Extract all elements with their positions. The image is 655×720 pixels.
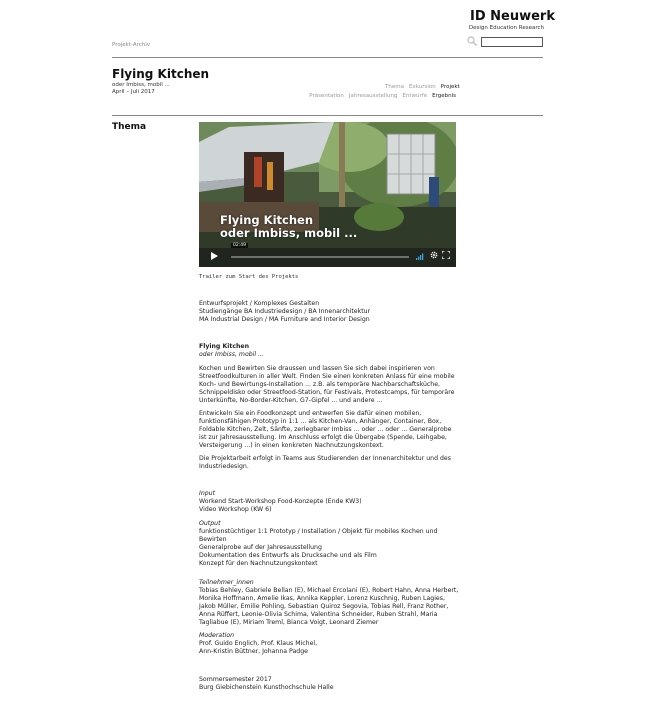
list-item: Workend Start-Workshop Food-Konzepte (Ende KW3) bbox=[199, 498, 362, 505]
project-meta bbox=[112, 82, 170, 96]
nav-item-ergebnis[interactable]: Ergebnis bbox=[432, 93, 456, 99]
video-title-line1: Flying Kitchen bbox=[220, 213, 313, 227]
moderation-line: Prof. Guido Englich, Prof. Klaus Michel, bbox=[199, 640, 318, 647]
nav-item-entwuerfe[interactable]: Entwürfe bbox=[402, 93, 428, 99]
paragraph-3: Die Projektarbeit erfolgt in Teams aus Studierenden der Innenarchitektur und des Industriedesign. bbox=[199, 455, 451, 470]
video-time: 02:49 bbox=[233, 243, 246, 248]
participants-label: Teilnehmer_innen bbox=[199, 579, 254, 586]
video-caption: Trailer zum Start des Projekts bbox=[199, 274, 299, 280]
search-icon[interactable] bbox=[467, 36, 477, 46]
list-item: funktionstüchtiger 1:1 Prototyp / Installation / Objekt für mobiles Kochen und Bewirten bbox=[199, 528, 438, 543]
video-progress-bar[interactable] bbox=[231, 256, 409, 258]
footer-info bbox=[199, 676, 459, 692]
institution: Burg Giebichenstein Kunsthochschule Halle bbox=[199, 684, 334, 691]
list-item: Dokumentation des Entwurfs als Drucksache und als Film bbox=[199, 552, 377, 559]
nav-item-jahresausstellung[interactable]: Jahresausstellung bbox=[348, 93, 398, 99]
intro-title: Flying Kitchen bbox=[199, 343, 250, 350]
gear-icon[interactable] bbox=[430, 251, 438, 259]
video-title-line2: oder Imbiss, mobil ... bbox=[220, 226, 358, 240]
input-label: Input bbox=[199, 490, 216, 497]
participants-block bbox=[199, 579, 459, 627]
program-line: Studiengänge BA Industriedesign / BA Innenarchitektur bbox=[199, 308, 371, 315]
intro-heading bbox=[199, 343, 459, 359]
site-title[interactable]: ID Neuwerk bbox=[470, 9, 555, 24]
paragraph-1: Kochen und Bewirten Sie draussen und lassen Sie sich dabei inspirieren von Streetfoodkulturen in aller Welt. Finden Sie einen konkreten Anlass für eine mobile Koch- und Bewirtungs-Installation ... z.B. als temporäre Nachbarschaftsküche, Schnippeldisko oder Streetfood-Station, für Festivals, Protestcamps, für temporäre Unterkünfte, No-Border-Kitchen, G7-Gipfel ... und andere ... bbox=[199, 365, 455, 404]
list-item: Generalprobe auf der Jahresausstellung bbox=[199, 544, 322, 551]
fullscreen-icon[interactable] bbox=[442, 251, 450, 259]
output-block bbox=[199, 520, 459, 568]
site-subtitle: Design Education Research bbox=[468, 25, 544, 31]
nav-item-praesentation[interactable]: Präsentation bbox=[309, 93, 344, 99]
paragraph-2: Entwickeln Sie ein Foodkonzept und entwerfen Sie dafür einen mobilen, funktionsfähigen Prototyp in 1:1 ... als Kitchen-Van, Anhänger, Container, Box, Foldable Kitchen, Zelt, Sänfte, zerlegbarer Imbiss ... oder ... oder ... Generalprobe ist zur Jahresausstellung. Im Anschluss erfolgt die Übergabe (Spende, Leihgabe, Versteigerung ...) in einen konkreten Nachnutzungskontext. bbox=[199, 410, 452, 449]
section-heading: Thema bbox=[112, 122, 147, 132]
semester: Sommersemester 2017 bbox=[199, 676, 272, 683]
section-divider bbox=[112, 115, 543, 116]
program-info bbox=[199, 300, 459, 324]
nav-item-thema[interactable]: Thema bbox=[385, 84, 404, 90]
project-subtitle: oder Imbiss, mobil ... bbox=[112, 82, 170, 88]
video-overlay-title bbox=[220, 214, 357, 240]
archive-link[interactable]: Projekt-Archiv bbox=[112, 42, 151, 48]
video-player[interactable] bbox=[199, 122, 456, 267]
nav-item-projekt[interactable]: Projekt bbox=[440, 84, 460, 90]
search-input[interactable] bbox=[481, 37, 543, 47]
project-date: April – Juli 2017 bbox=[112, 89, 155, 95]
input-block bbox=[199, 490, 459, 514]
program-line: MA Industrial Design / MA Furniture and Interior Design bbox=[199, 316, 370, 323]
nav-item-exkursion[interactable]: Exkursion bbox=[408, 84, 436, 90]
moderation-label: Moderation bbox=[199, 632, 235, 639]
moderation-block bbox=[199, 632, 459, 656]
volume-icon[interactable] bbox=[416, 252, 425, 260]
participants-list: Tobias Behley, Gabriele Bellan (E), Michael Ercolani (E), Robert Hahn, Anna Herbert, Monika Hoffmann, Amelie Ikas, Annika Keppler, Lorenz Kuschnig, Ruben Lagies, Jakob Müller, Emilie Pohling, Sebastian Quiroz Segovia, Tobias Rell, Franz Rother, Anna Rüffert, Leonie-Olivia Schima, Valentina Schneider, Ruben Strahl, Maria Tagliabue (E), Miriam Treml, Bianca Voigt, Leonard Ziemer bbox=[199, 587, 459, 626]
intro-subtitle: oder Imbiss, mobil ... bbox=[199, 351, 264, 358]
list-item: Video Workshop (KW 6) bbox=[199, 506, 272, 513]
project-nav-primary bbox=[380, 84, 460, 90]
page-title: Flying Kitchen bbox=[112, 67, 210, 81]
list-item: Konzept für den Nachnutzungskontext bbox=[199, 560, 318, 567]
header-divider bbox=[112, 57, 543, 58]
output-label: Output bbox=[199, 520, 221, 527]
play-icon[interactable] bbox=[211, 252, 218, 260]
moderation-line: Ann-Kristin Büttner, Johanna Padge bbox=[199, 648, 308, 655]
project-nav-secondary bbox=[300, 93, 456, 99]
program-line: Entwurfsprojekt / Komplexes Gestalten bbox=[199, 300, 320, 307]
